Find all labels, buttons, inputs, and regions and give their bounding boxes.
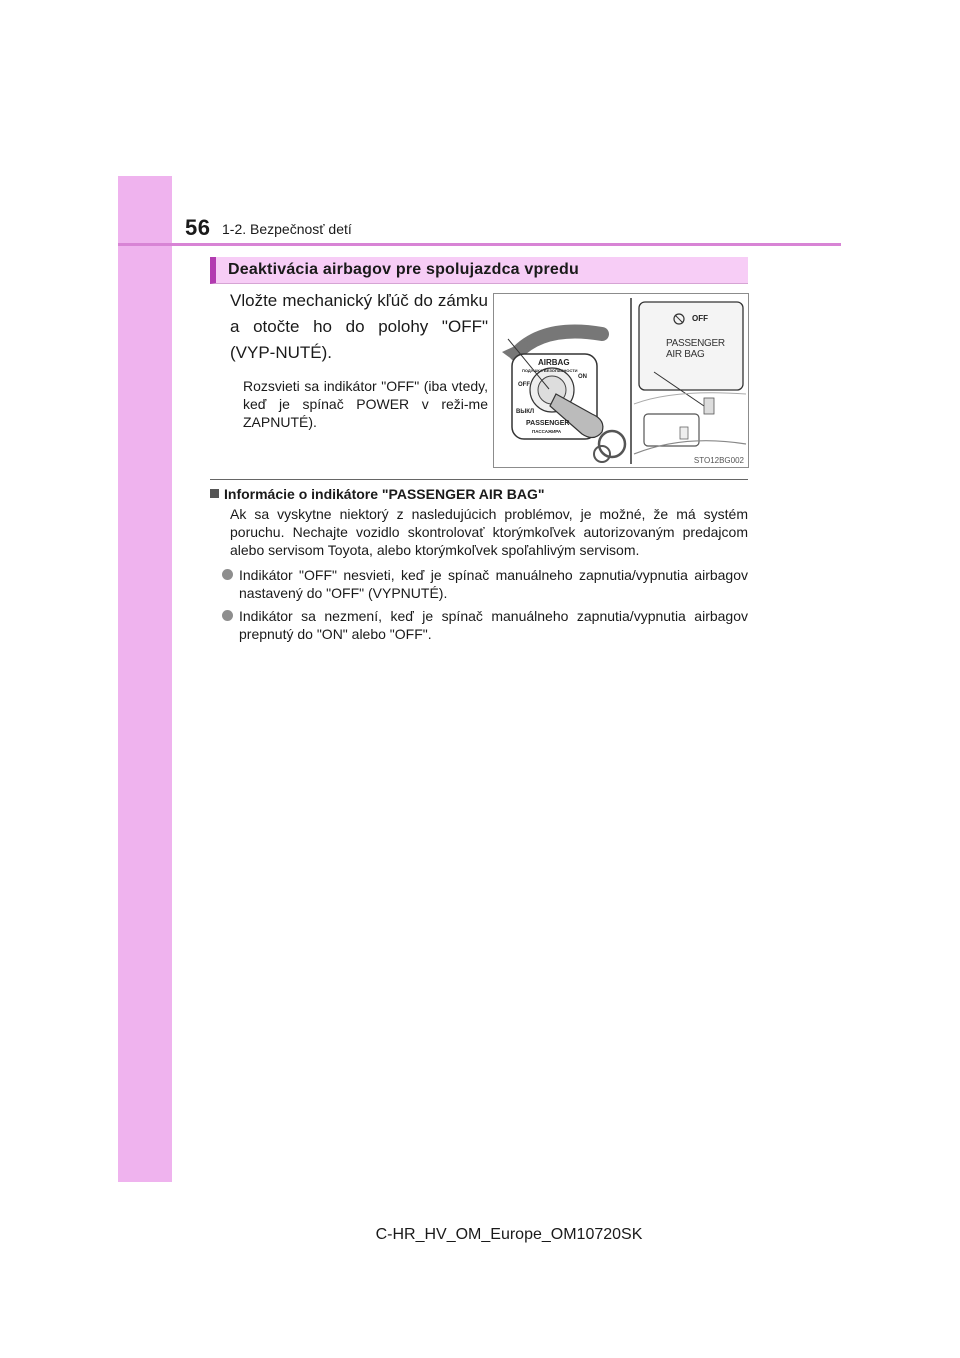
indicator-line-2: AIR BAG [666, 349, 705, 360]
info-title-text: Informácie o indikátore "PASSENGER AIR BAG" [224, 486, 545, 502]
circle-bullet-icon [222, 569, 233, 580]
figure-code: STO12BG002 [693, 456, 744, 465]
air-vent-icon [680, 427, 688, 439]
list-item-text: Indikátor "OFF" nesvieti, keď je spínač manuálneho zapnutia/vypnutia airbagov nastavený do "OFF" (VYPNUTÉ). [239, 567, 748, 601]
illustration-drawing [494, 294, 749, 468]
switch-passenger-label: PASSENGER [526, 420, 570, 427]
indicator-line-1: PASSENGER [666, 338, 725, 349]
info-divider [210, 479, 748, 480]
switch-off-label: OFF [518, 382, 530, 388]
indicator-passenger-label [666, 338, 725, 360]
page-number: 56 [185, 215, 211, 240]
rotation-arrow-icon [516, 332, 602, 355]
square-bullet-icon [210, 489, 219, 498]
airbag-switch-illustration [493, 293, 749, 468]
switch-ru-passenger-label: ПАССАЖИРА [532, 429, 562, 434]
step-instruction: Vložte mechanický kľúč do zámku a otočte ho do polohy "OFF" (VYP-NUTÉ). [230, 291, 488, 362]
info-title [210, 486, 545, 502]
section-title: 1-2. Bezpečnosť detí [222, 221, 352, 237]
switch-airbag-label: AIRBAG [538, 358, 570, 367]
switch-on-label: ON [578, 374, 587, 380]
dash-indicator-icon [704, 398, 714, 414]
switch-ru-off-label: ВЫКЛ [516, 409, 535, 415]
list-item-text: Indikátor sa nezmení, keď je spínač manuálneho zapnutia/vypnutia airbagov prepnutý do "ON" alebo "OFF". [239, 608, 748, 642]
section-heading [210, 257, 748, 284]
step-note: Rozsvieti sa indikátor "OFF" (iba vtedy, keď je spínač POWER v reži-me ZAPNUTÉ). [243, 378, 488, 430]
chapter-side-tab [118, 176, 172, 1182]
section-heading-text: Deaktivácia airbagov pre spolujazdca vpredu [228, 261, 579, 278]
circle-bullet-icon [222, 610, 233, 621]
header-divider [118, 243, 841, 246]
footer-code: C-HR_HV_OM_Europe_OM10720SK [375, 1226, 643, 1243]
switch-ru-top-label: ПОДУШКА БЕЗОПАСНОСТИ [522, 368, 578, 373]
info-body: Ak sa vyskytne niektorý z nasledujúcich problémov, je možné, že má systém poruchu. Nechajte vozidlo skontrolovať ktorýmkoľvek autorizovaným predajcom alebo servisom Toyota, alebo ktorýmkoľvek spoľahlivým servisom. [230, 506, 748, 558]
list-item [222, 607, 748, 643]
indicator-off-label: OFF [692, 314, 708, 323]
list-item [222, 566, 748, 602]
key-ring-icon [599, 431, 625, 457]
